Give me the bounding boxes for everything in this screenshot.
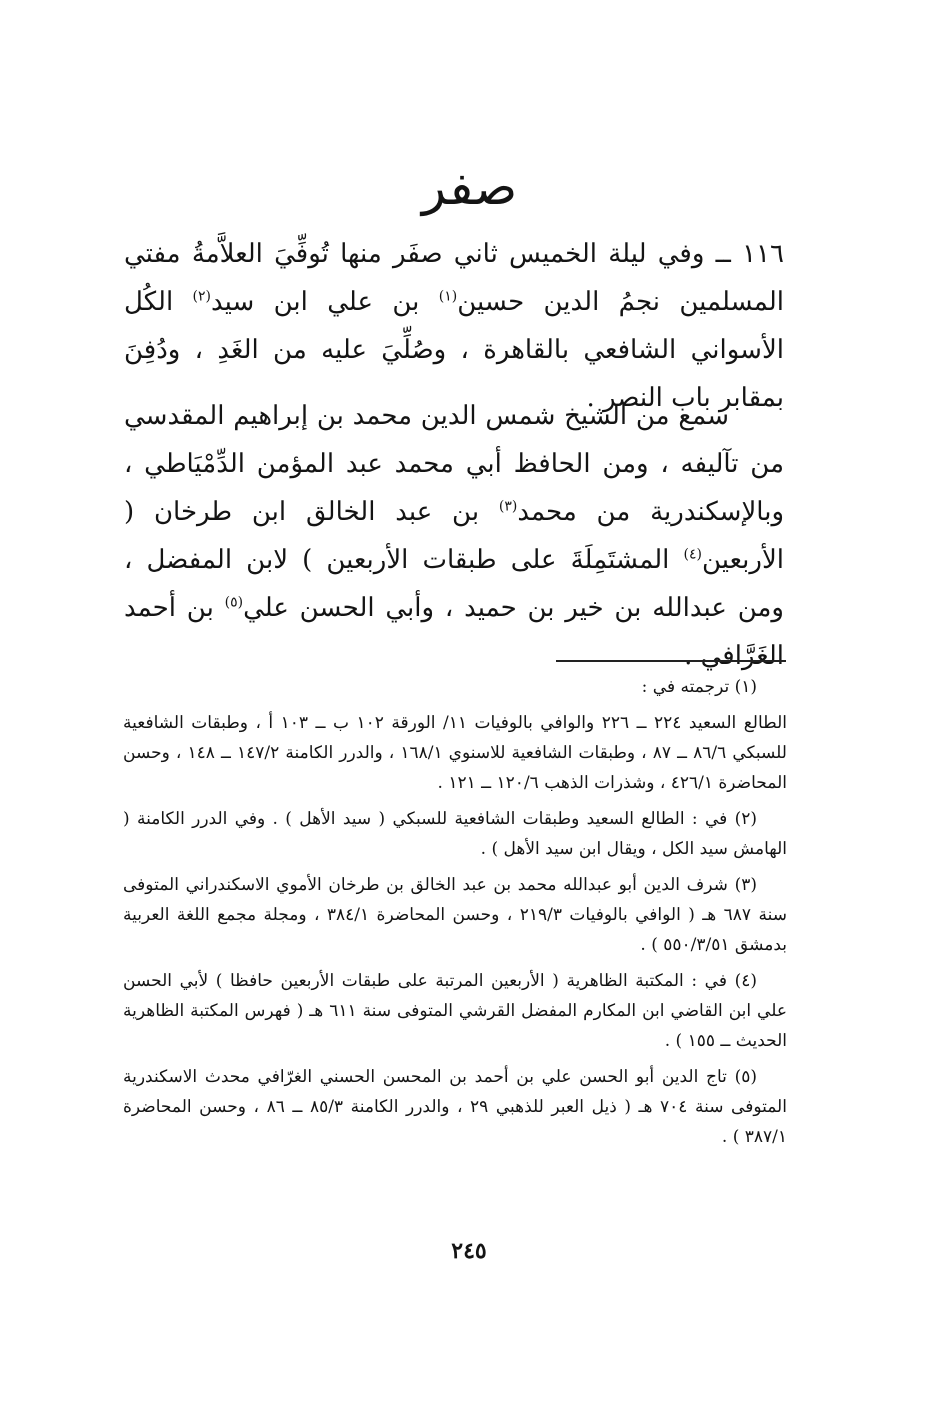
section-heading: صفر xyxy=(421,158,518,216)
footnote-ref-3: (٣) xyxy=(498,498,518,515)
biography-paragraph xyxy=(124,392,784,680)
text-run: سمع من الشيخ شمس الدين محمد بن إبراهيم المقدسي من تآليفه ، ومن الحافظ أبي محمد عبد المؤمن الدِّمْيَاطي ، وبالإسكندرية من محمد xyxy=(124,401,784,527)
text-run: بن عبد الخالق ابن طرخان ( الأربعين xyxy=(124,497,784,575)
footnote-3: (٣) شرف الدين أبو عبدالله محمد بن عبد الخالق بن طرخان الأموي الاسكندراني المتوفى سنة ٦٨٧ هـ ( الوافي بالوفيات ٢١٩/٣ ، وحسن المحاضرة ٣٨٤/١ ، ومجلة مجمع اللغة العربية بدمشق ٥٥٠/٣/٥١ ) . xyxy=(123,875,787,955)
text-run: المشتَمِلَةَ على طبقات الأربعين ) لابن المفضل ، ومن عبدالله بن خير بن حميد ، وأبي الحسن علي xyxy=(124,545,784,623)
text-run: الكُل الأسواني الشافعي بالقاهرة ، وصُلِّيَ عليه من الغَدِ ، ودُفِنَ بمقابر باب النصر . xyxy=(124,287,784,413)
footnote-2: (٢) في : الطالع السعيد وطبقات الشافعية للسبكي ( سيد الأهل ) . وفي الدرر الكامنة ( الهامش سيد الكل ، ويقال ابن سيد الأهل ) . xyxy=(123,809,787,859)
text-run: بن علي ابن سيد xyxy=(211,287,439,317)
footnote-1-body: الطالع السعيد ٢٢٤ ــ ٢٢٦ والوافي بالوفيات ١١/ الورقة ١٠٢ ب ــ ١٠٣ أ ، وطبقات الشافعية للسبكي ٨٦/٦ ــ ٨٧ ، وطبقات الشافعية للاسنوي ١٦٨/١ ، والدرر الكامنة ١٤٧/٢ ــ ١٤٨ ، وحسن المحاضرة ٤٢٦/١ ، وشذرات الذهب ١٢٠/٦ ــ ١٢١ . xyxy=(123,713,787,793)
footnote-ref-1: (١) xyxy=(438,288,458,305)
footnotes xyxy=(123,672,787,1158)
footnote-ref-4: (٤) xyxy=(683,546,702,563)
footnote-separator xyxy=(556,660,786,662)
footnote-5: (٥) تاج الدين أبو الحسن علي بن أحمد بن المحسن الحسني الغرّافي محدث الاسكندرية المتوفى سنة ٧٠٤ هـ ( ذيل العبر للذهبي ٢٩ ، والدرر الكامنة ٨٥/٣ ــ ٨٦ ، وحسن المحاضرة ٣٨٧/١ ) . xyxy=(123,1067,787,1147)
text-run: بن أحمد الغَرَّافي . xyxy=(124,593,784,671)
footnote-ref-5: (٥) xyxy=(224,594,244,611)
page-number: ٢٤٥ xyxy=(451,1238,487,1264)
footnote-4: (٤) في : المكتبة الظاهرية ( الأربعين المرتبة على طبقات الأربعين حافظا ) لأبي الحسن علي ابن القاضي ابن المكارم المفضل القرشي المتوفى سنة ٦١١ هـ ( فهرس المكتبة الظاهرية الحديث ــ ١٥٥ ) . xyxy=(123,971,787,1051)
text-run: ١١٦ ــ وفي ليلة الخميس ثاني صفَر منها تُوفِّيَ العلاَّمةُ مفتي المسلمين نجمُ الدين حسين xyxy=(124,239,784,317)
footnote-ref-2: (٢) xyxy=(192,288,212,305)
footnote-1-heading: (١) ترجمته في : xyxy=(641,677,757,697)
